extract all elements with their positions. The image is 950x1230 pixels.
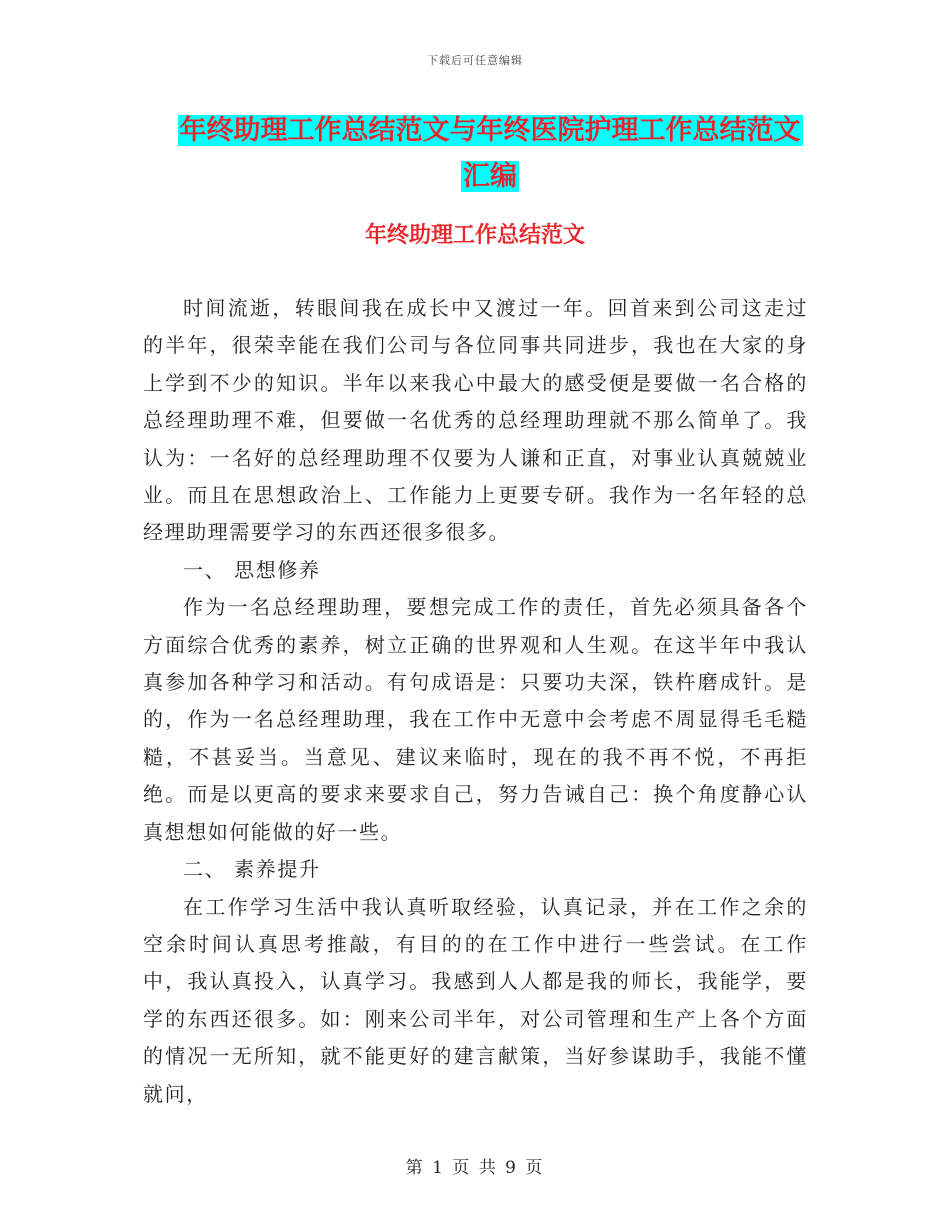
- document-title-line-2: 汇编: [463, 161, 517, 192]
- heading-suyang-tisheng: 二、 素养提升: [183, 857, 321, 882]
- document-title: [150, 108, 830, 200]
- paragraph-suyang: 在工作学习生活中我认真听取经验，认真记录，并在工作之余的空余时间认真思考推敲，有目的的在工作中进行一些尝试。在工作中，我认真投入，认真学习。我感到人人都是我的师长，我能学，要学的东西还很多。如：刚来公司半年，对公司管理和生产上各个方面的情况一无所知，就不能更好的建言献策，当好参谋助手，我能不懂就问，: [143, 894, 808, 1106]
- page-header-note: 下载后可任意编辑: [427, 54, 523, 67]
- page-number: 第 1 页 共 9 页: [405, 1158, 545, 1178]
- heading-sixiang-xiuyang: 一、 思想修养: [183, 557, 321, 582]
- section-title: 年终助理工作总结范文: [364, 222, 585, 248]
- paragraph-sixiang: 作为一名总经理助理，要想完成工作的责任，首先必须具备各个方面综合优秀的素养，树立正确的世界观和人生观。在这半年中我认真参加各种学习和活动。有句成语是：只要功夫深，铁杵磨成针。是的，作为一名总经理助理，我在工作中无意中会考虑不周显得毛毛糙糙，不甚妥当。当意见、建议来临时，现在的我不再不悦，不再拒绝。而是以更高的要求来要求自己，努力告诫自己：换个角度静心认真想想如何能做的好一些。: [143, 595, 808, 844]
- body-text: [143, 290, 808, 1113]
- paragraph-intro: 时间流逝，转眼间我在成长中又渡过一年。回首来到公司这走过的半年，很荣幸能在我们公司与各位同事共同进步，我也在大家的身上学到不少的知识。半年以来我心中最大的感受便是要做一名合格的总经理助理不难，但要做一名优秀的总经理助理就不那么简单了。我认为：一名好的总经理助理不仅要为人谦和正直，对事业认真兢兢业业。而且在思想政治上、工作能力上更要专研。我作为一名年轻的总经理助理需要学习的东西还很多很多。: [143, 296, 808, 545]
- document-title-line-1: 年终助理工作总结范文与年终医院护理工作总结范文: [179, 115, 801, 146]
